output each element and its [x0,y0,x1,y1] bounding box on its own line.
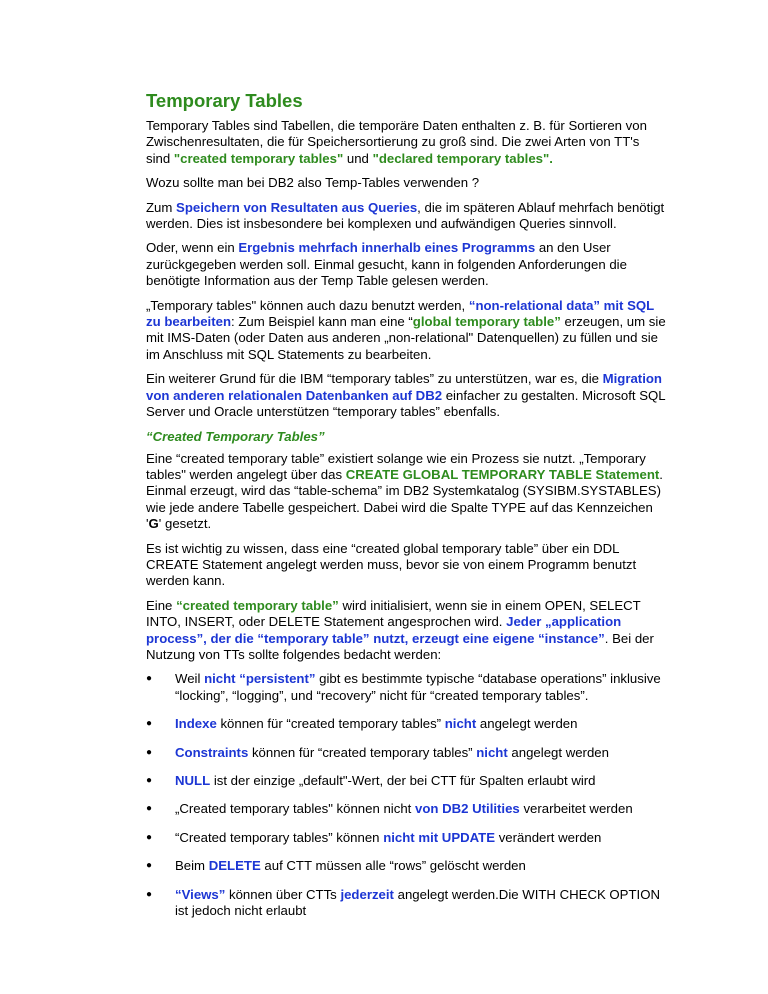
highlight: Indexe [175,716,217,732]
section-paragraph-2: Es ist wichtig zu wissen, dass eine “created global temporary table” über ein DDL CREATE Statement angelegt werden muss, bevor sie von einem Programm benutzt werden kann. [146,540,637,589]
bullet-icon: ● [146,860,153,872]
text: Beim [175,858,209,874]
list-item [146,858,666,874]
intro-paragraph-2: Wozu sollte man bei DB2 also Temp-Tables verwenden ? [146,175,480,191]
highlight: nicht [444,716,477,732]
text: . Bei der Nutzung von TTs sollte folgendes bedacht werden: [146,630,654,662]
text: können für “created temporary tables” [248,744,477,760]
text: können über CTTs [225,886,341,902]
text: verarbeitet werden [519,801,633,817]
text: Eine [146,597,177,613]
section-paragraph-1 [146,451,666,533]
text: erzeugen, um sie mit IMS-Daten (oder Daten aus anderen „non-relational" Datenquellen) zu füllen und sie im Anschluss mit SQL Statements zu bearbeiten. [146,314,666,362]
text: ' gesetzt. [158,516,212,532]
highlight: Migration von anderen relationalen Datenbanken auf DB2 [146,371,662,403]
text: verändert werden [495,829,602,845]
highlight: Constraints [175,744,249,760]
list-item [146,716,666,732]
highlight: NULL [175,773,211,788]
bullet-icon: ● [146,673,153,685]
bullet-icon: ● [146,718,153,730]
intro-paragraph-4 [146,240,666,289]
highlight: Speichern von Resultaten aus Queries [176,199,418,215]
list-item [146,773,666,789]
intro-paragraph-3 [146,200,666,233]
text: . Einmal erzeugt, wird das “table-schema” im DB2 Systemkatalog (SYSIBM.SYSTABLES) wie jede andere Tabelle gespeichert. Dabei wird die Spalte TYPE auf das Kennzeichen ' [146,466,663,532]
text: Weil [175,671,205,687]
intro-paragraph-1 [146,118,666,167]
highlight: nicht “persistent” [204,671,316,687]
list-item [146,801,666,817]
text: ist der einzige „default"-Wert, der bei CTT für Spalten erlaubt wird [210,773,596,788]
text: Eine “created temporary table” existiert solange wie ein Prozess sie nutzt. „Temporary tables" werden angelegt über das [146,450,646,482]
highlight: “Views” [175,886,226,902]
text: angelegt werden.Die WITH CHECK OPTION ist jedoch nicht erlaubt [175,886,660,919]
bullet-icon: ● [146,831,153,843]
text: Ein weiterer Grund für die IBM “temporary tables” zu unterstützen, war es, die [146,371,603,387]
highlight: DELETE [208,858,261,874]
section-heading: “Created Temporary Tables” [146,428,325,444]
text: wird initialisiert, wenn sie in einem OPEN, SELECT INTO, INSERT, oder DELETE Statement angesprochen wird. [146,597,641,630]
highlight: Ergebnis mehrfach innerhalb eines Programms [238,240,536,256]
highlight: nicht mit UPDATE [383,829,496,845]
text: angelegt werden [476,716,578,732]
list-item [146,671,666,704]
text: können für “created temporary tables” [216,716,445,732]
highlight: global temporary table” [412,314,561,330]
bullet-list [146,671,666,919]
text: „Temporary tables" können auch dazu benutzt werden, [146,297,469,313]
highlight: “non-relational data” mit SQL zu bearbeiten [146,297,654,330]
bullet-icon: ● [146,803,153,815]
intro-paragraph-6 [146,371,666,420]
section-paragraph-3 [146,598,666,664]
type-flag: G [148,516,159,532]
text: und [343,150,373,166]
intro-paragraph-5 [146,298,666,364]
text: , die im späteren Ablauf mehrfach benötigt werden. Dies ist insbesondere bei komplexen und aufwändigen Queries sinnvoll. [146,199,665,232]
list-item [146,830,666,846]
list-item [146,887,666,920]
highlight: jederzeit [340,886,394,902]
highlight: Jeder „application process”, der die “temporary table” nutzt, erzeugt eine eigene “instance” [146,614,622,646]
document-page [146,90,666,931]
highlight: “created temporary table” [176,597,339,613]
highlight: "declared temporary tables". [372,150,553,166]
text: “Created temporary tables” können [175,829,384,845]
text: einfacher zu gestalten. Microsoft SQL Server und Oracle unterstützen “temporary tables” ebenfalls. [146,387,666,420]
highlight: von DB2 Utilities [414,801,520,817]
list-item [146,745,666,761]
text: Zum [146,199,177,215]
bullet-icon: ● [146,775,153,786]
text: „Created temporary tables" können nicht [175,801,415,817]
highlight: CREATE GLOBAL TEMPORARY TABLE Statement [345,466,660,482]
bullet-icon: ● [146,746,153,758]
text: : Zum Beispiel kann man eine “ [231,314,413,330]
text: gibt es bestimmte typische “database operations” inklusive “locking”, “logging”, und “recovery” nicht für “created temporary tables”. [175,671,661,703]
text: Temporary Tables sind Tabellen, die temporäre Daten enthalten z. B. für Sortieren von Zwischenresultaten, die für Speichersortierung zu groß sind. Die zwei Arten von TT's sind [146,118,647,166]
bullet-icon: ● [146,888,153,900]
page-title: Temporary Tables [146,90,303,111]
text: an den User zurückgegeben werden soll. Einmal gesucht, kann in folgenden Anforderungen die benötigte Information aus der Temp Table gelesen werden. [146,240,627,289]
text: auf CTT müssen alle “rows” gelöscht werden [260,858,526,874]
text: angelegt werden [507,744,609,760]
text: Oder, wenn ein [146,240,239,256]
highlight: "created temporary tables" [173,150,344,166]
highlight: nicht [476,744,508,760]
